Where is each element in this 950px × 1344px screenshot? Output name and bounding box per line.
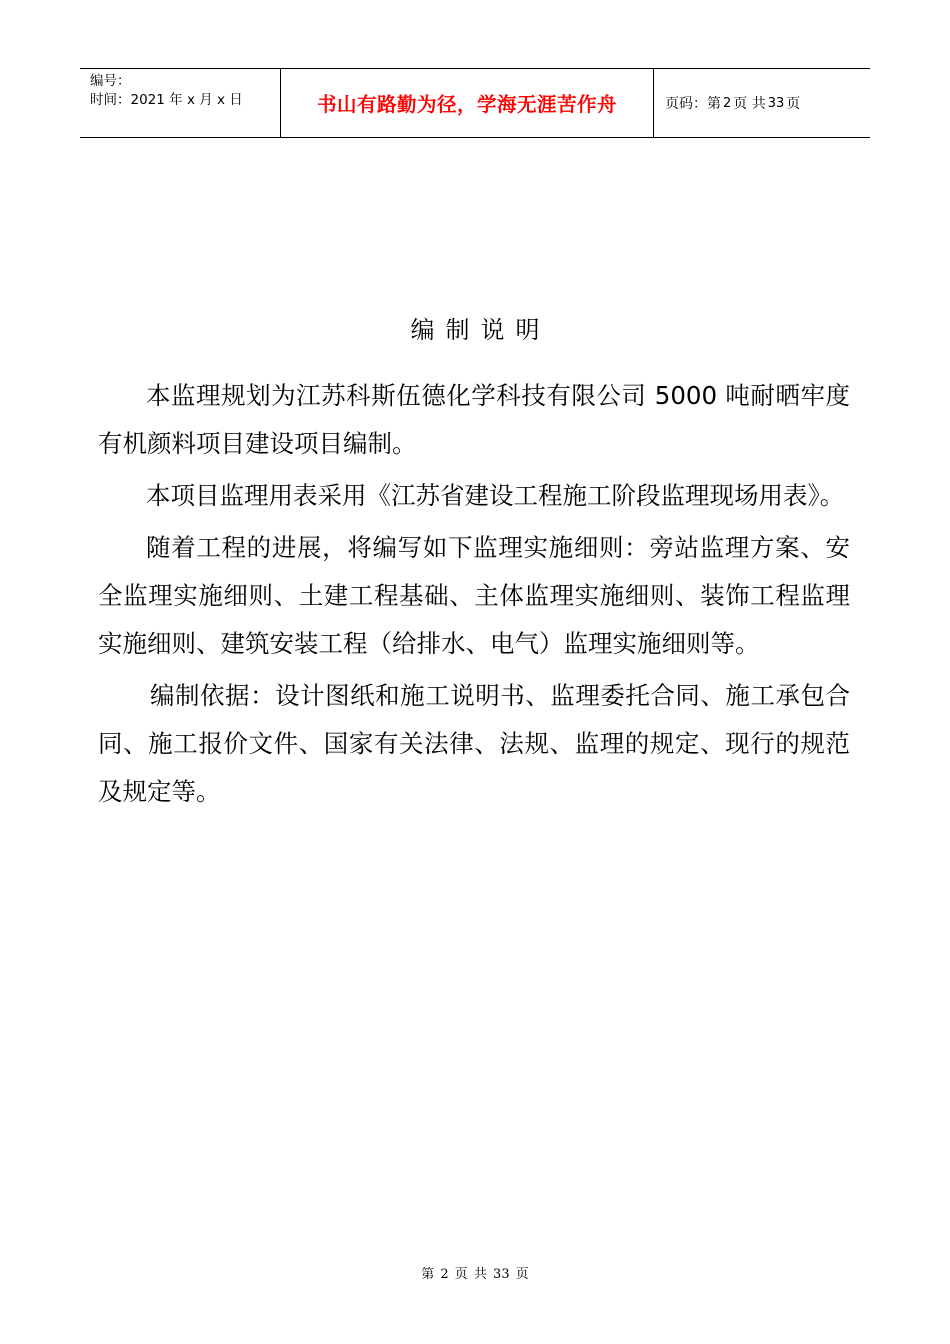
paragraph: 本项目监理用表采用《江苏省建设工程施工阶段监理现场用表》。 xyxy=(146,481,845,510)
document-title: 编制说明 xyxy=(410,316,551,344)
document-body xyxy=(98,372,850,820)
page-current: 2 xyxy=(723,95,732,111)
page-mid: 页 共 xyxy=(733,96,766,112)
page-suffix: 页 xyxy=(786,96,801,112)
header-meta xyxy=(80,69,281,137)
paragraph: 本监理规划为江苏科斯伍德化学科技有限公司 5000 吨耐晒牢度有机颜料项目建设项目编制。 xyxy=(98,381,850,458)
page-total: 33 xyxy=(767,95,785,111)
page-header xyxy=(80,68,870,138)
page-prefix: 页码：第 xyxy=(665,96,721,112)
document-date: 时间：2021 年 x 月 x 日 xyxy=(90,92,243,108)
paragraph: 随着工程的进展，将编写如下监理实施细则：旁站监理方案、安全监理实施细则、土建工程基础、主体监理实施细则、装饰工程监理实施细则、建筑安装工程（给排水、电气）监理实施细则等。 xyxy=(98,533,850,658)
page-footer: 第 2 页 共 33 页 xyxy=(421,1267,529,1282)
header-page-info xyxy=(654,69,870,137)
header-motto: 书山有路勤为径，学海无涯苦作舟 xyxy=(281,69,654,137)
document-number-label: 编号： xyxy=(90,73,131,89)
paragraph: 编制依据：设计图纸和施工说明书、监理委托合同、施工承包合同、施工报价文件、国家有关法律、法规、监理的规定、现行的规范及规定等。 xyxy=(98,681,850,806)
